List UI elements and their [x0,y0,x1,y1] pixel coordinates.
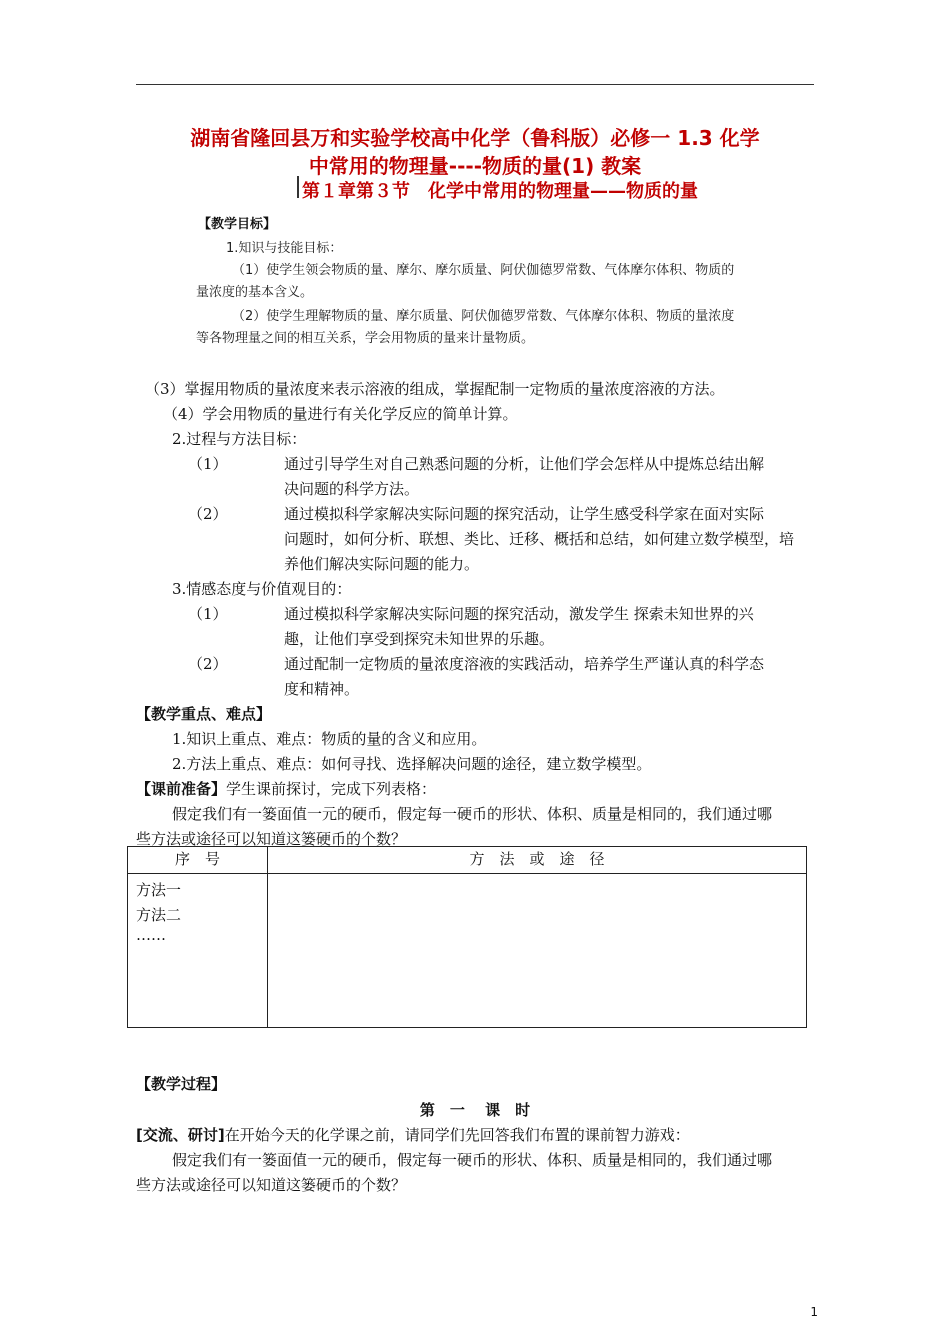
process-question-line2: 些方法或途径可以知道这篓硬币的个数？ [136,1176,407,1194]
p2-num: （2） [188,505,228,523]
discuss-label: [交流、研讨] [136,1126,225,1144]
p2-line3: 养他们解决实际问题的能力。 [284,555,480,573]
process-section-heading: 【教学过程】 [136,1075,227,1093]
e2-line2: 度和精神。 [284,680,360,698]
process-heading: 2.过程与方法目标： [172,430,307,448]
objectives-heading: 【教学目标】 [198,217,277,232]
discuss-text: 在开始今天的化学课之前，请同学们先回答我们布置的课前智力游戏： [224,1126,690,1144]
k4: （4）学会用物质的量进行有关化学反应的简单计算。 [163,405,518,423]
e1-num: （1） [188,605,228,623]
knowledge-heading: 1.知识与技能目标： [226,241,343,256]
prep-question-line1: 假定我们有一篓面值一元的硬币，假定每一硬币的形状、体积、质量是相同的，我们通过哪 [172,805,773,823]
cursor-bar [297,176,299,198]
e1-line1: 通过模拟科学家解决实际问题的探究活动，激发学生 探索未知世界的兴 [284,605,754,623]
list-item: 方法一 [136,881,182,899]
p1-num: （1） [188,455,228,473]
emotion-heading: 3.情感态度与价值观目的： [172,580,352,598]
col-header-number: 序 号 [128,847,268,874]
k3: （3）掌握用物质的量浓度来表示溶液的组成，掌握配制一定物质的量浓度溶液的方法。 [145,380,725,398]
chapter-title: 第１章第３节 化学中常用的物理量——物质的量 [302,181,698,202]
preparation-intro: 学生课前探讨，完成下列表格： [226,780,437,798]
methods-table [127,846,807,1028]
prep-question-line2: 些方法或途径可以知道这篓硬币的个数？ [136,830,407,848]
p1-line1: 通过引导学生对自己熟悉问题的分析，让他们学会怎样从中提炼总结出解 [284,455,765,473]
doc-title-line1: 湖南省隆回县万和实验学校高中化学（鲁科版）必修一 1.3 化学 [190,126,760,150]
doc-title-line2: 中常用的物理量----物质的量(1) 教案 [308,154,642,178]
k1-line2: 量浓度的基本含义。 [196,285,314,300]
table-cell-methods[interactable] [268,874,807,1028]
e2-num: （2） [188,655,228,673]
table-cell-numbers [128,874,268,1028]
page-number: 1 [810,1305,818,1319]
p1-line2: 决问题的科学方法。 [284,480,420,498]
e2-line1: 通过配制一定物质的量浓度溶液的实践活动，培养学生严谨认真的科学态 [284,655,765,673]
keypoints-heading: 【教学重点、难点】 [136,705,272,723]
col-header-method: 方 法 或 途 径 [268,847,807,874]
keypoint-1: 1.知识上重点、难点：物质的量的含义和应用。 [172,730,487,748]
preparation-line [136,778,436,799]
k2-line2: 等各物理量之间的相互关系，学会用物质的量来计量物质。 [196,331,535,346]
process-question-line1: 假定我们有一篓面值一元的硬币，假定每一硬币的形状、体积、质量是相同的，我们通过哪 [172,1151,773,1169]
header-rule [136,84,814,85]
lesson-title: 第 一 课 时 [419,1101,531,1119]
p2-line1: 通过模拟科学家解决实际问题的探究活动，让学生感受科学家在面对实际 [284,505,765,523]
table-header-row [128,847,807,874]
keypoint-2: 2.方法上重点、难点：如何寻找、选择解决问题的途径，建立数学模型。 [172,755,652,773]
k1-line1: （1）使学生领会物质的量、摩尔、摩尔质量、阿伏伽德罗常数、气体摩尔体积、物质的 [232,263,735,278]
k2-line1: （2）使学生理解物质的量、摩尔质量、阿伏伽德罗常数、气体摩尔体积、物质的量浓度 [232,309,735,324]
preparation-heading: 【课前准备】 [136,780,227,798]
list-item: 方法二 [136,906,182,924]
table-row [128,874,807,1028]
p2-line2: 问题时，如何分析、联想、类比、迁移、概括和总结，如何建立数学模型，培 [284,530,795,548]
e1-line2: 趣，让他们享受到探究未知世界的乐趣。 [284,630,555,648]
discuss-line [136,1124,690,1145]
list-item: …… [136,926,166,944]
